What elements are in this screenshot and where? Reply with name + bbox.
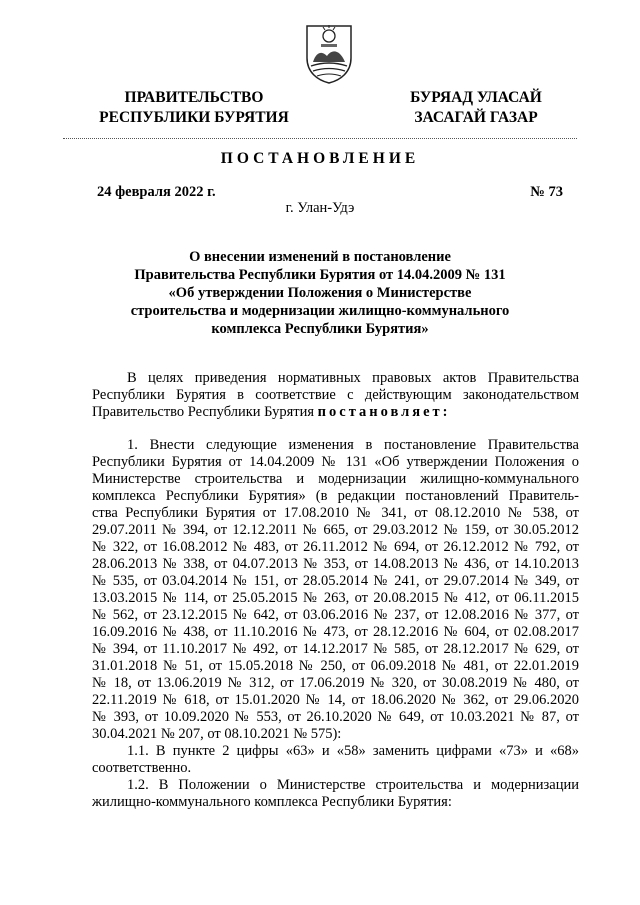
body-line: 1. Внести следующие изменения в постановление Правительства	[127, 437, 579, 453]
title-line: строительства и модернизации жилищно-коммунального	[130, 303, 510, 319]
government-name-russian	[94, 88, 294, 128]
body-line: Республики Бурятия от 14.04.2009 № 131 «Об утверждении Положения о	[92, 454, 579, 470]
body-line: 31.01.2018 № 51, от 15.05.2018 № 250, от 06.09.2018 № 481, от 22.01.2019	[92, 658, 579, 674]
body-line: 22.11.2019 № 618, от 15.01.2020 № 14, от 18.06.2020 № 362, от 29.06.2020	[92, 692, 579, 708]
body-line: 30.04.2021 № 207, от 08.10.2021 № 575):	[92, 726, 342, 742]
header-right-line1: БУРЯАД УЛАСАЙ	[410, 89, 542, 106]
title-line: комплекса Республики Бурятия»	[211, 321, 429, 337]
coat-of-arms-emblem	[301, 22, 357, 84]
body-line: Министерстве строительства и модернизации жилищно-коммунального	[92, 471, 579, 487]
header-right-line2: ЗАСАГАЙ ГАЗАР	[414, 109, 538, 126]
body-line: № 535, от 03.04.2014 № 151, от 28.05.2014 № 241, от 29.07.2014 № 349, от	[92, 573, 579, 589]
preamble-line: Республики Бурятия в соответствие с действующим законодательством	[92, 387, 579, 403]
government-name-buryat	[406, 88, 546, 128]
title-line: «Об утверждении Положения о Министерстве	[168, 285, 472, 301]
decree-body	[92, 437, 579, 811]
body-line: 28.06.2013 № 338, от 04.07.2013 № 353, от 14.08.2013 № 436, от 14.10.2013	[92, 556, 579, 572]
header-left-line2: РЕСПУБЛИКИ БУРЯТИЯ	[99, 109, 289, 126]
body-line: № 562, от 23.12.2015 № 642, от 03.06.2016 № 237, от 12.08.2016 № 377, от	[92, 607, 579, 623]
body-line: № 322, от 16.08.2012 № 483, от 26.11.2012 № 694, от 26.12.2012 № 792, от	[92, 539, 579, 555]
document-number: № 73	[530, 184, 563, 200]
header-divider	[63, 138, 577, 139]
body-line: ства Республики Бурятия от 17.08.2010 № 341, от 08.12.2010 № 538, от	[92, 505, 579, 521]
body-line: № 393, от 10.09.2020 № 553, от 26.10.2020 № 649, от 10.03.2021 № 87, от	[92, 709, 579, 725]
decree-word: постановляет:	[317, 404, 451, 420]
document-type-heading: ПОСТАНОВЛЕНИЕ	[220, 150, 420, 167]
preamble-line	[92, 404, 579, 421]
body-line: жилищно-коммунального комплекса Республики Бурятия:	[92, 794, 452, 810]
document-title	[100, 248, 540, 338]
title-line: Правительства Республики Бурятия от 14.04.2009 № 131	[134, 267, 506, 283]
document-date: 24 февраля 2022 г.	[97, 184, 216, 200]
body-line: 16.09.2016 № 438, от 11.10.2016 № 473, от 28.12.2016 № 604, от 02.08.2017	[92, 624, 579, 640]
body-line: 1.2. В Положении о Министерстве строительства и модернизации	[127, 777, 579, 793]
body-line: 1.1. В пункте 2 цифры «63» и «58» заменить цифрами «73» и «68»	[127, 743, 579, 759]
title-line: О внесении изменений в постановление	[189, 249, 451, 265]
body-line: комплекса Республики Бурятия» (в редакции постановлений Правитель-	[92, 488, 579, 504]
body-line: 13.03.2015 № 114, от 25.05.2015 № 263, от 20.08.2015 № 412, от 06.11.2015	[92, 590, 579, 606]
document-city: г. Улан-Удэ	[285, 200, 355, 216]
body-line: № 18, от 13.06.2019 № 312, от 17.06.2019 № 320, от 30.08.2019 № 480, от	[92, 675, 579, 691]
preamble-prefix: Правительство Республики Бурятия	[92, 404, 318, 420]
preamble-line: В целях приведения нормативных правовых актов Правительства	[127, 370, 579, 386]
preamble-paragraph	[92, 370, 579, 421]
body-line: № 394, от 11.10.2017 № 492, от 14.12.2017 № 585, от 28.12.2017 № 629, от	[92, 641, 579, 657]
header-left-line1: ПРАВИТЕЛЬСТВО	[124, 89, 264, 106]
body-line: 29.07.2011 № 394, от 12.12.2011 № 665, от 29.03.2012 № 159, от 30.05.2012	[92, 522, 579, 538]
body-line: соответственно.	[92, 760, 192, 776]
